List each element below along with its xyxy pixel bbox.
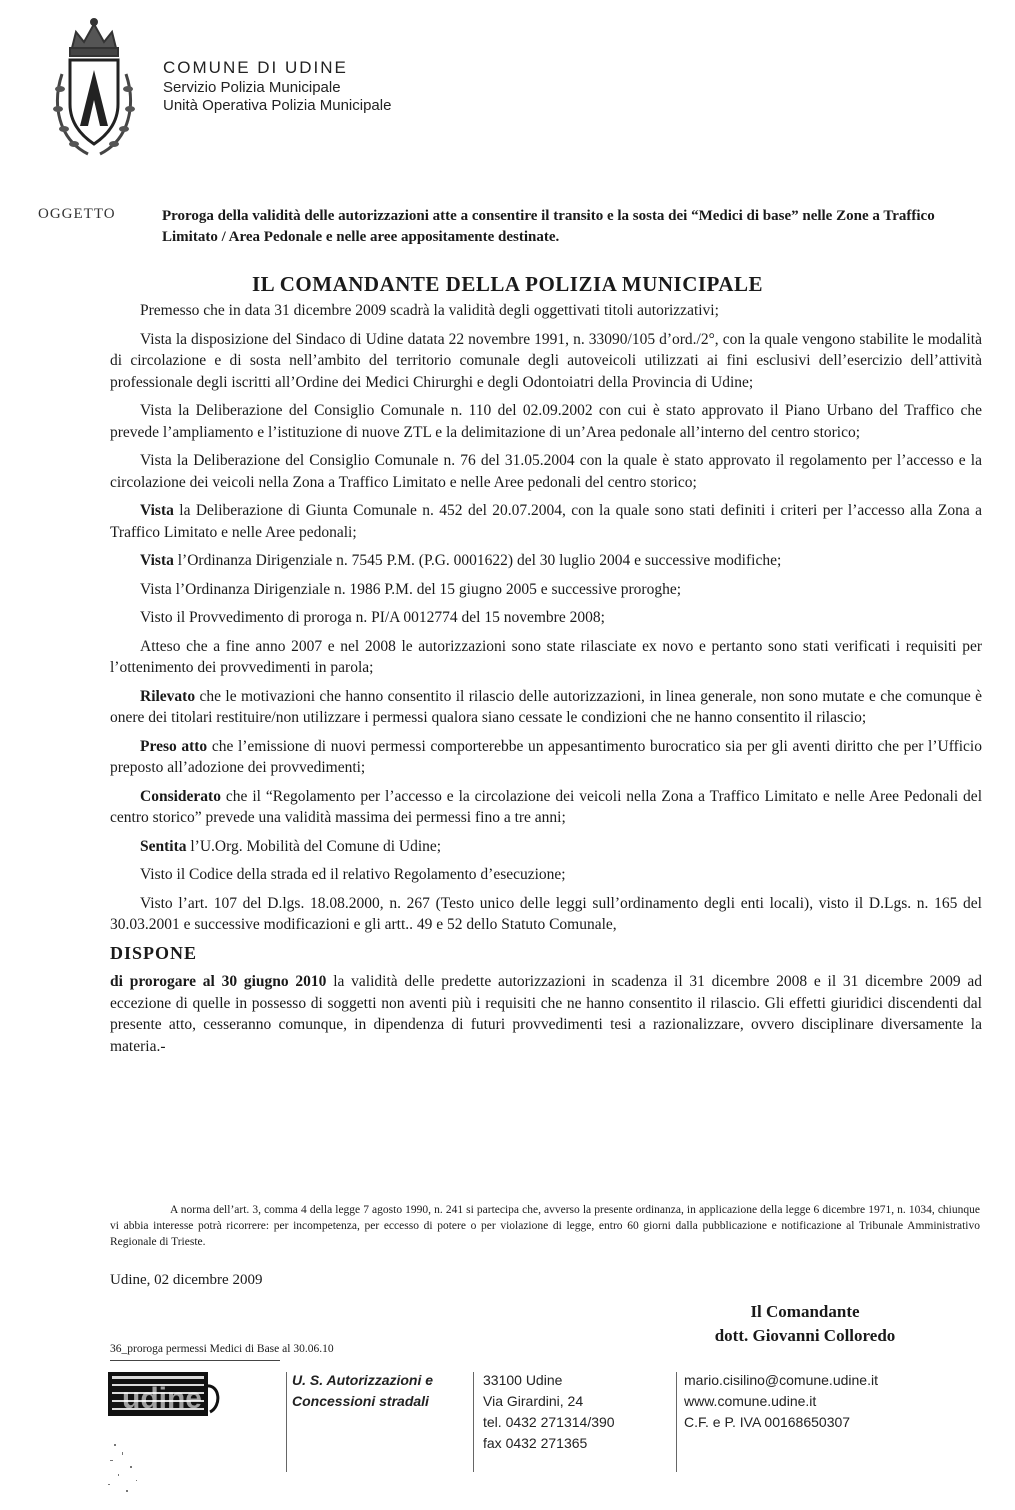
- dispone-heading: DISPONE: [110, 942, 198, 963]
- paragraph: Vista l’Ordinanza Dirigenziale n. 1986 P.M. del 15 giugno 2005 e successive proroghe;: [140, 580, 682, 598]
- footer-divider: [286, 1372, 287, 1472]
- paragraph: Vista la disposizione del Sindaco di Udine datata 22 novembre 1991, n. 33090/105 d’ord./2°, con la quale vengono stabilite le modalità di circolazione e di sosta nell’ambito del territorio comunale degli autoveicoli utilizzati ai fini esclusivi dell’esercizio dell’attività professionale degli iscritti all’Ordine dei Medici Chirurghi e degli Odontoiatri della Provincia di Udine;: [110, 330, 982, 391]
- paragraph: Visto il Codice della strada ed il relativo Regolamento d’esecuzione;: [140, 866, 566, 883]
- scan-noise: [100, 1440, 160, 1500]
- municipality-name: COMUNE DI UDINE: [163, 58, 348, 77]
- paragraph: Considerato che il “Regolamento per l’accesso e la circolazione dei veicoli nella Zona a Traffico Limitato e nelle Aree Pedonali del centro storico” prevede una validità massima dei permessi fino a tre anni;: [110, 787, 982, 826]
- coat-of-arms-icon: [48, 14, 140, 164]
- paragraph: Sentita l’U.Org. Mobilità del Comune di Udine;: [140, 837, 442, 855]
- subject-label: OGGETTO: [38, 206, 116, 222]
- contact-email: mario.cisilino@comune.udine.it: [684, 1372, 878, 1388]
- signature-block: [640, 1300, 970, 1348]
- footer-divider: [473, 1372, 474, 1472]
- paragraph: Vista l’Ordinanza Dirigenziale n. 7545 P.M. (P.G. 0001622) del 30 luglio 2004 e successive modifiche;: [140, 552, 782, 569]
- paragraph: Vista la Deliberazione di Giunta Comunale n. 452 del 20.07.2004, con la quale sono stati definiti i criteri per l’accesso alla Zona a Traffico Limitato e nelle Aree pedonali;: [110, 502, 982, 541]
- office-contacts: [684, 1370, 878, 1433]
- signer-role: Il Comandante: [750, 1302, 860, 1321]
- file-reference: 36_proroga permessi Medici di Base al 30.06.10: [110, 1343, 334, 1355]
- paragraph: Preso atto che l’emissione di nuovi permessi comporterebbe un appesantimento burocratico sia per gli aventi diritto che per l’Ufficio preposto all’adozione dei provvedimenti;: [110, 737, 982, 776]
- vat-number: C.F. e P. IVA 00168650307: [684, 1414, 851, 1430]
- unit-name: Unità Operativa Polizia Municipale: [163, 97, 392, 114]
- paragraph: Vista la Deliberazione del Consiglio Comunale n. 76 del 31.05.2004 con la quale è stato approvato il regolamento per l’accesso e la circolazione dei veicoli nella Zona a Traffico Limitato e nelle Aree pedonali del centro storico;: [110, 452, 982, 491]
- signer-name: dott. Giovanni Colloredo: [714, 1326, 896, 1345]
- paragraph: Premesso che in data 31 dicembre 2009 scadrà la validità degli oggettivati titoli autorizzativi;: [140, 302, 719, 319]
- subject-text: Proroga della validità delle autorizzazioni atte a consentire il transito e la sosta dei “Medici di base” nelle Zone a Traffico Limitato / Area Pedonale e nelle aree appositamente destinate.: [162, 208, 935, 245]
- paragraph: Vista la Deliberazione del Consiglio Comunale n. 110 del 02.09.2002 con cui è stato approvato il Piano Urbano del Traffico che prevede l’ampliamento e l’istituzione di nuove ZTL e la delimitazione di un’Area pedonale all’interno del centro storico;: [110, 402, 982, 441]
- reference-divider: [110, 1360, 280, 1361]
- service-name: Servizio Polizia Municipale: [163, 79, 341, 96]
- letterhead: [163, 58, 391, 114]
- legal-notice: A norma dell’art. 3, comma 4 della legge 7 agosto 1990, n. 241 si partecipa che, avverso la presente ordinanza, in applicazione della legge 6 dicembre 1971, n. 1034, chiunque vi abbia interesse potrà ricorrere: per incompetenza, per eccesso di potere o per violazione di legge, entro 60 giorni dalla pubblicazione e notificazione al Tribunale Amministrativo Regionale di Trieste.: [110, 1204, 980, 1248]
- paragraph: Visto l’art. 107 del D.lgs. 18.08.2000, n. 267 (Testo unico delle leggi sull’ordinamento degli enti locali), visto il D.Lgs. n. 165 del 30.03.2001 e successive modificazioni e gli artt.. 49 e 52 dello Statuto Comunale,: [110, 894, 982, 933]
- udine-logo: [108, 1366, 223, 1426]
- document-body: [110, 300, 982, 1064]
- contact-website: www.comune.udine.it: [684, 1393, 817, 1409]
- office-name: U. S. Autorizzazioni e Concessioni stradali: [292, 1372, 434, 1409]
- office-address: 33100 Udine Via Girardini, 24 tel. 0432 271314/390 fax 0432 271365: [483, 1372, 615, 1451]
- paragraph: Visto il Provvedimento di proroga n. PI/A 0012774 del 15 novembre 2008;: [140, 609, 605, 626]
- svg-text:udine: udine: [122, 1382, 202, 1415]
- paragraph: Atteso che a fine anno 2007 e nel 2008 le autorizzazioni sono state rilasciate ex novo e pertanto sono stati verificati i requisiti per l’ottenimento dei provvedimenti in parola;: [110, 637, 982, 676]
- document-title: IL COMANDANTE DELLA POLIZIA MUNICIPALE: [251, 272, 763, 296]
- paragraph: Rilevato che le motivazioni che hanno consentito il rilascio delle autorizzazioni, in linea generale, non sono mutate e che comunque è onere dei titolari restituire/non utilizzare i permessi qualora siano cessate le condizioni che ne hanno consentito il rilascio;: [110, 687, 982, 726]
- issue-date: Udine, 02 dicembre 2009: [110, 1272, 263, 1288]
- footer-divider: [676, 1372, 677, 1472]
- final-provision: di prorogare al 30 giugno 2010 la validità delle predette autorizzazioni in scadenza il 31 dicembre 2008 e il 31 dicembre 2009 ad eccezione di quelle in possesso di soggetti non aventi più i requisiti che ne hanno consentito il rilascio. Gli effetti giuridici discendenti dal presente atto, cesseranno comunque, in dipendenza di futuri provvedimenti tesi a razionalizzare, ovvero disciplinare diversamente la materia.-: [110, 973, 982, 1055]
